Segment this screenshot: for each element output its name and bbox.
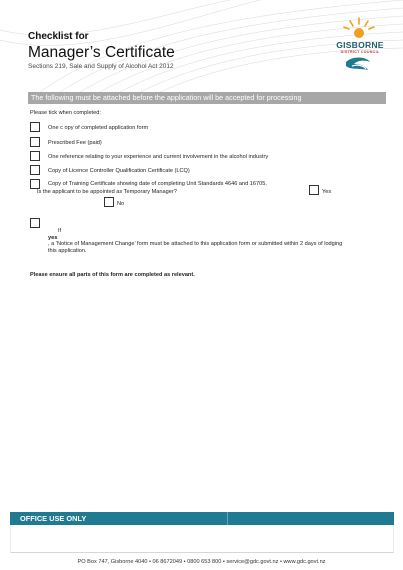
notice-body-line2: this application. bbox=[48, 248, 87, 254]
instruction-text: Please tick when completed: bbox=[30, 110, 101, 116]
temporary-manager-yes-label: Yes bbox=[322, 189, 332, 195]
checklist-item-lcq-certificate: Copy of Licence Controller Qualification Certificate (LCQ) bbox=[48, 168, 190, 174]
temporary-manager-question: Is the applicant to be appointed as Temporary Manager? bbox=[37, 189, 177, 195]
checkbox-temporary-manager-yes[interactable] bbox=[309, 185, 319, 195]
office-use-divider bbox=[227, 512, 228, 525]
form-title: Manager’s Certificate bbox=[28, 44, 175, 61]
ensure-complete-note: Please ensure all parts of this form are completed as relevant. bbox=[30, 272, 195, 278]
wave-icon bbox=[346, 58, 370, 71]
form-pre-title: Checklist for bbox=[28, 31, 89, 42]
notice-yes-text: yes bbox=[48, 235, 58, 241]
checkbox-training-certificate[interactable] bbox=[30, 179, 40, 189]
logo-name: GISBORNE bbox=[336, 40, 384, 50]
logo-subtitle: DISTRICT COUNCIL bbox=[340, 50, 380, 54]
office-use-label: OFFICE USE ONLY bbox=[20, 514, 87, 523]
notice-if-text: If bbox=[58, 228, 62, 234]
notice-body-line1: , a ‘Notice of Management Change’ form must be attached to this application form or submitted within 2 days of lodging bbox=[48, 241, 343, 247]
requirements-banner bbox=[28, 92, 386, 104]
checkbox-prescribed-fee[interactable] bbox=[30, 137, 40, 147]
temporary-manager-no-label: No bbox=[117, 201, 125, 207]
checkbox-lcq-certificate[interactable] bbox=[30, 165, 40, 175]
footer-contact: PO Box 747, Gisborne 4040 • 06 8672049 • 0800 653 800 • service@gdc.govt.nz • www.gdc.govt.nz bbox=[77, 559, 326, 565]
requirements-banner-text: The following must be attached before the application will be accepted for processing bbox=[31, 93, 302, 102]
sun-icon bbox=[344, 18, 374, 38]
checkbox-application-form[interactable] bbox=[30, 122, 40, 132]
form-subtitle: Sections 219, Sale and Supply of Alcohol Act 2012 bbox=[28, 63, 174, 70]
office-use-area bbox=[10, 525, 394, 553]
checklist-item-application-form: One c opy of completed application form bbox=[48, 125, 149, 131]
checkbox-temporary-manager-no[interactable] bbox=[104, 197, 114, 207]
checklist-item-reference: One reference relating to your experience and current involvement in the alcohol industry bbox=[48, 154, 269, 160]
checklist-item-prescribed-fee: Prescribed Fee (paid) bbox=[48, 140, 102, 146]
checkbox-management-change-notice[interactable] bbox=[30, 218, 40, 228]
checkbox-reference[interactable] bbox=[30, 151, 40, 161]
checklist-item-training-certificate: Copy of Training Certificate showing date of completing Unit Standards 4646 and 16705. bbox=[48, 181, 267, 187]
